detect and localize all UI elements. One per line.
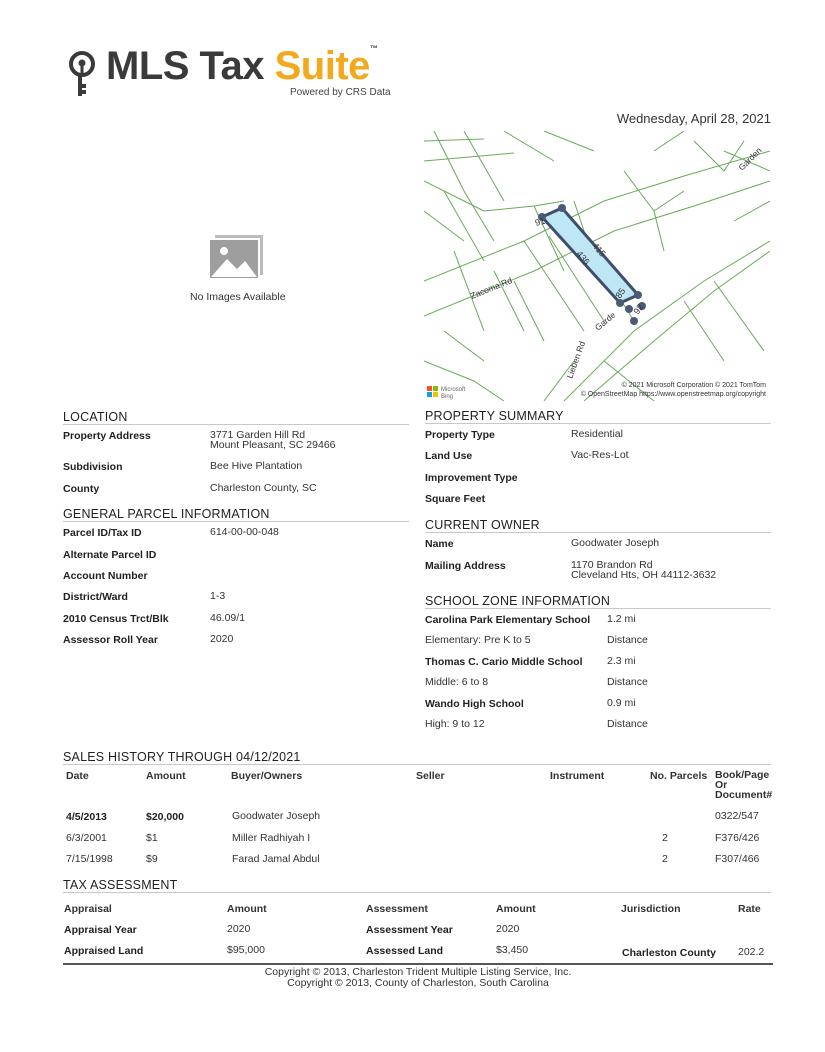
location-title: LOCATION <box>63 410 128 424</box>
table-row-2-buyer: Miller Radhiyah I <box>232 832 311 844</box>
footer-copyright-1: Copyright © 2013, Charleston Trident Multiple Listing Service, Inc. <box>264 966 572 978</box>
improvement-type-label: Improvement Type <box>425 472 518 484</box>
parcel-id-value: 614-00-00-048 <box>210 526 279 538</box>
elementary-school-distance: 1.2 mi <box>607 613 636 625</box>
parcel-map[interactable] <box>424 131 770 401</box>
assessment-year-label: Assessment Year <box>366 924 453 936</box>
alternate-parcel-label: Alternate Parcel ID <box>63 549 157 561</box>
appraised-land-value: $95,000 <box>227 944 265 956</box>
map-copyright-2: © OpenStreetMap https://www.openstreetmap.org/copyright <box>580 391 766 398</box>
property-address-label: Property Address <box>63 430 151 442</box>
logo-accent-text: Suite <box>274 44 370 88</box>
dim-92: 92 <box>631 302 646 317</box>
sales-header-or: Or <box>715 779 728 791</box>
sales-header-amount: Amount <box>146 770 186 782</box>
sales-history-rule <box>63 764 771 765</box>
property-summary-rule <box>425 423 771 424</box>
table-row-3-amount: $9 <box>146 853 158 865</box>
census-label: 2010 Census Trct/Blk <box>63 613 169 625</box>
logo-main-text: MLS Tax <box>106 44 275 88</box>
bing-logo <box>427 386 466 400</box>
table-row-3-buyer: Farad Jamal Abdul <box>232 853 320 865</box>
tax-header-amount: Amount <box>227 903 267 915</box>
road-garde: Garde <box>592 309 618 333</box>
assessment-year-value: 2020 <box>496 923 520 935</box>
appraised-land-label: Appraised Land <box>64 945 144 957</box>
dim-91: 91 <box>533 215 547 228</box>
tax-header-rate: Rate <box>738 903 761 915</box>
road-lieben: Lieben Rd <box>564 339 588 380</box>
road-garden: Garden <box>736 145 764 173</box>
elementary-grades: Elementary: Pre K to 5 <box>425 634 531 646</box>
middle-grades: Middle: 6 to 8 <box>425 676 489 688</box>
county-value: Charleston County, SC <box>210 482 317 494</box>
property-type-label: Property Type <box>425 429 495 441</box>
property-summary-title: PROPERTY SUMMARY <box>425 409 564 423</box>
footer-copyright-2: Copyright © 2013, County of Charleston, South Carolina <box>287 977 549 989</box>
census-value: 46.09/1 <box>210 612 246 624</box>
no-images-label: No Images Available <box>190 291 286 303</box>
powered-by: Powered by CRS Data <box>290 87 391 98</box>
land-use-label: Land Use <box>425 450 473 462</box>
svg-text:Microsoft: Microsoft <box>441 387 466 393</box>
high-grades: High: 9 to 12 <box>425 718 485 730</box>
high-school-name: Wando High School <box>425 698 524 710</box>
location-rule <box>63 424 409 425</box>
mailing-address-city: Cleveland Hts, OH 44112-3632 <box>571 569 717 581</box>
map-copyright-1: © 2021 Microsoft Corporation © 2021 TomTom <box>621 382 766 389</box>
property-address-city: Mount Pleasant, SC 29466 <box>210 439 336 451</box>
mailing-address-label: Mailing Address <box>425 560 506 572</box>
square-feet-label: Square Feet <box>425 493 486 505</box>
table-row-3-book: F307/466 <box>715 853 760 865</box>
road-zacoma: Zacoma Rd <box>469 275 514 301</box>
dim-436: 436 <box>574 248 592 267</box>
assessed-land-value: $3,450 <box>496 944 529 956</box>
svg-text:Bing: Bing <box>441 394 454 400</box>
sales-header-book: Book/Page <box>715 769 770 781</box>
table-row-2-book: F376/426 <box>715 832 760 844</box>
dim-85: 85 <box>613 286 628 301</box>
tax-header-jurisdiction: Jurisdiction <box>621 903 681 915</box>
high-distance-label: Distance <box>607 718 648 730</box>
middle-distance-label: Distance <box>607 676 648 688</box>
high-school-distance: 0.9 mi <box>607 697 636 709</box>
assessed-land-label: Assessed Land <box>366 945 444 957</box>
jurisdiction-value: Charleston County <box>622 947 716 959</box>
table-row-2-amount: $1 <box>146 832 158 844</box>
district-ward-label: District/Ward <box>63 591 128 603</box>
property-address-value: 3771 Garden Hill Rd <box>210 429 306 441</box>
property-type-value: Residential <box>571 428 623 440</box>
middle-school-distance: 2.3 mi <box>607 655 636 667</box>
general-parcel-rule <box>63 521 409 522</box>
mailing-address-value: 1170 Brandon Rd <box>571 559 653 571</box>
county-label: County <box>63 483 100 495</box>
table-row-1-book: 0322/547 <box>715 810 759 822</box>
district-ward-value: 1-3 <box>210 590 226 602</box>
sales-header-parcels: No. Parcels <box>650 770 708 782</box>
sales-header-date: Date <box>66 770 89 782</box>
sales-history-title: SALES HISTORY THROUGH 04/12/2021 <box>63 750 301 764</box>
elementary-distance-label: Distance <box>607 634 648 646</box>
tax-header-assessment: Assessment <box>366 903 428 915</box>
subdivision-label: Subdivision <box>63 461 123 473</box>
appraisal-year-value: 2020 <box>227 923 251 935</box>
key-icon <box>66 50 98 98</box>
owner-name-label: Name <box>425 538 454 550</box>
table-row-3-date: 7/15/1998 <box>66 853 113 865</box>
owner-name-value: Goodwater Joseph <box>571 537 660 549</box>
tax-header-appraisal: Appraisal <box>64 903 112 915</box>
tax-header-amount-2: Amount <box>496 903 536 915</box>
sales-header-buyer: Buyer/Owners <box>231 770 303 782</box>
dim-415: 415 <box>590 240 608 259</box>
table-row-1-date: 4/5/2013 <box>66 811 107 823</box>
sales-header-instrument: Instrument <box>550 770 605 782</box>
parcel-id-label: Parcel ID/Tax ID <box>63 527 142 539</box>
table-row-2-parcels: 2 <box>662 832 668 844</box>
map-canvas <box>424 131 770 401</box>
tax-assessment-rule <box>63 892 771 893</box>
roll-year-label: Assessor Roll Year <box>63 634 158 646</box>
subdivision-value: Bee Hive Plantation <box>210 460 303 472</box>
footer-divider <box>63 963 773 965</box>
table-row-3-parcels: 2 <box>662 853 668 865</box>
school-zone-rule <box>425 608 771 609</box>
table-row-2-date: 6/3/2001 <box>66 832 107 844</box>
elementary-school-name: Carolina Park Elementary School <box>425 614 591 626</box>
image-placeholder-icon <box>207 233 265 281</box>
account-number-label: Account Number <box>63 570 148 582</box>
report-date: Wednesday, April 28, 2021 <box>616 111 771 126</box>
sales-header-document: Document# <box>715 789 773 801</box>
school-zone-title: SCHOOL ZONE INFORMATION <box>425 594 611 608</box>
appraisal-year-label: Appraisal Year <box>64 924 137 936</box>
tax-assessment-title: TAX ASSESSMENT <box>63 878 178 892</box>
trademark: ™ <box>369 44 378 53</box>
table-row-1-buyer: Goodwater Joseph <box>232 810 321 822</box>
general-parcel-title: GENERAL PARCEL INFORMATION <box>63 507 270 521</box>
current-owner-rule <box>425 532 771 533</box>
rate-value: 202.2 <box>738 946 765 958</box>
table-row-1-amount: $20,000 <box>146 811 184 823</box>
middle-school-name: Thomas C. Cario Middle School <box>425 656 583 668</box>
current-owner-title: CURRENT OWNER <box>425 518 540 532</box>
land-use-value: Vac-Res-Lot <box>571 449 629 461</box>
roll-year-value: 2020 <box>210 633 234 645</box>
sales-header-seller: Seller <box>416 770 445 782</box>
